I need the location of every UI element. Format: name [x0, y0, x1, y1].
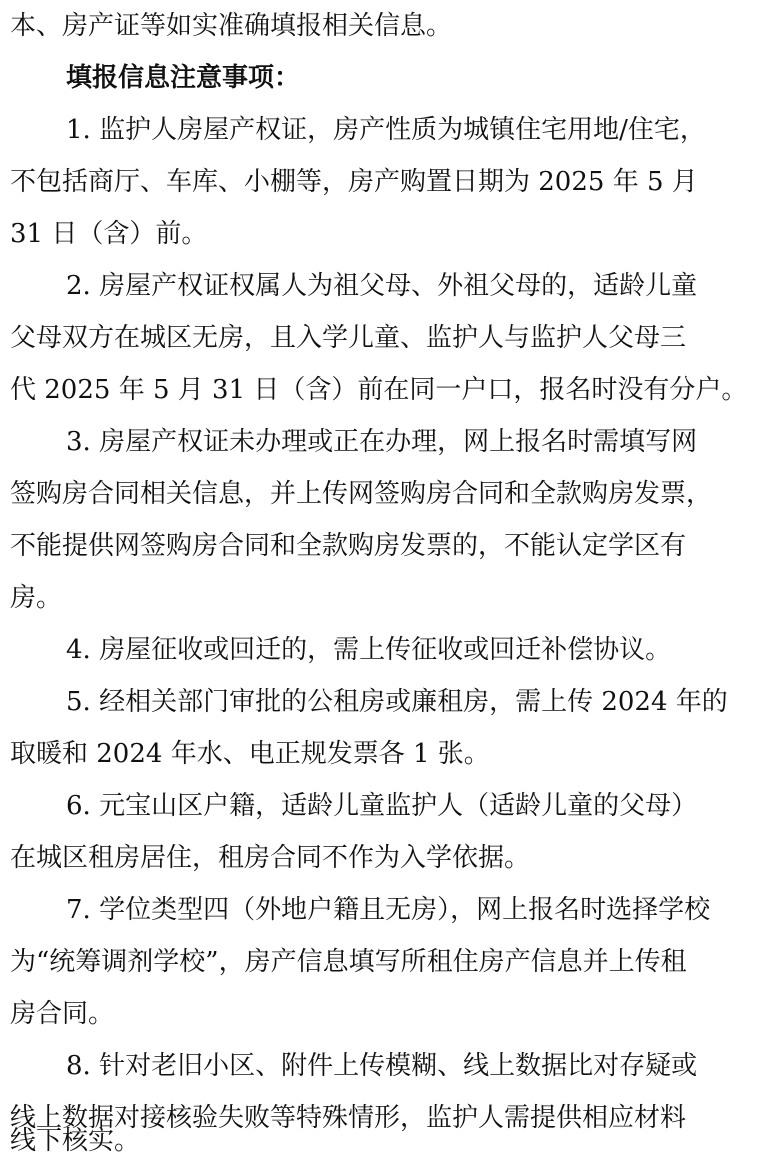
- text-line: 在城区租房居住，租房合同不作为入学依据。: [10, 843, 531, 873]
- text-line: 为“统筹调剂学校”，房产信息填写所租住房产信息并上传租: [10, 947, 687, 977]
- text-line: 父母双方在城区无房，且入学儿童、监护人与监护人父母三: [10, 323, 687, 353]
- text-line: 线下核实。: [10, 1126, 141, 1156]
- text-line: 房合同。: [10, 999, 115, 1029]
- text-line: 代 2025 年 5 月 31 日（含）前在同一户口，报名时没有分户。: [10, 375, 748, 405]
- section-heading: 填报信息注意事项：: [66, 63, 301, 93]
- text-line: 5. 经相关部门审批的公租房或廉租房，需上传 2024 年的: [66, 687, 728, 717]
- text-line: 签购房合同相关信息，并上传网签购房合同和全款购房发票，: [10, 479, 713, 509]
- text-line: 1. 监护人房屋产权证，房产性质为城镇住宅用地/住宅，: [66, 115, 706, 145]
- text-line: 31 日（含）前。: [10, 219, 208, 249]
- text-line: 房。: [10, 583, 63, 613]
- text-line: 本、房产证等如实准确填报相关信息。: [10, 11, 453, 41]
- text-line: 线上数据对接核验失败等特殊情形，监护人需提供相应材料: [10, 1103, 687, 1133]
- text-line: 不能提供网签购房合同和全款购房发票的，不能认定学区有: [10, 531, 687, 561]
- text-line: 7. 学位类型四（外地户籍且无房），网上报名时选择学校: [66, 895, 711, 925]
- text-line: 取暖和 2024 年水、电正规发票各 1 张。: [10, 739, 490, 769]
- text-line: 不包括商厅、车库、小棚等，房产购置日期为 2025 年 5 月: [10, 167, 698, 197]
- text-line: 2. 房屋产权证权属人为祖父母、外祖父母的，适龄儿童: [66, 271, 698, 301]
- text-line: 4. 房屋征收或回迁的，需上传征收或回迁补偿协议。: [66, 635, 672, 665]
- text-line: 3. 房屋产权证未办理或正在办理，网上报名时需填写网: [66, 427, 698, 457]
- text-line: 8. 针对老旧小区、附件上传模糊、线上数据比对存疑或: [66, 1051, 698, 1081]
- text-line: 6. 元宝山区户籍，适龄儿童监护人（适龄儿童的父母）: [66, 791, 698, 821]
